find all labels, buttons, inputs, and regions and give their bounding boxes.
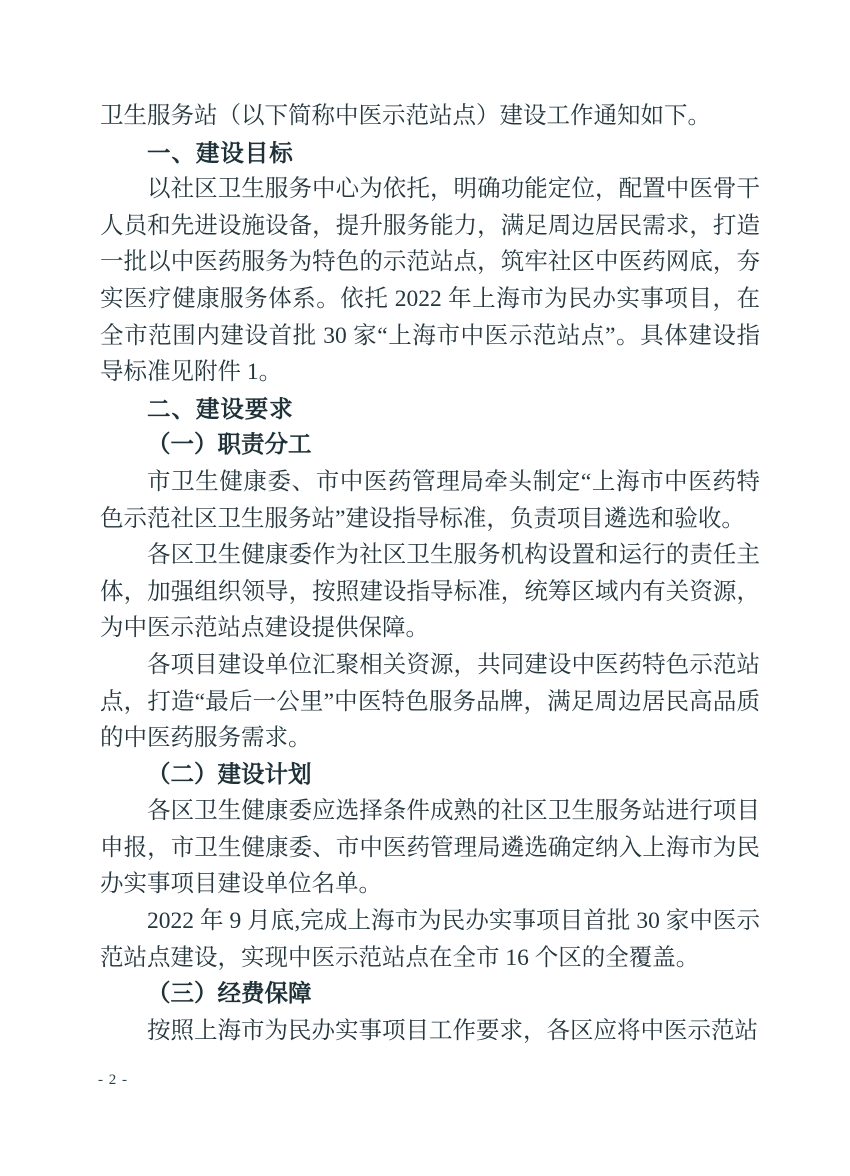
page-number: - 2 - [98, 1072, 128, 1088]
section-heading: 一、建设目标 [147, 139, 294, 166]
body-paragraph: 2022 年 9 月底,完成上海市为民办实事项目首批 30 家中医示范站点建设，实现中医示范站点在全市 16 个区的全覆盖。 [100, 908, 760, 971]
subsection-heading: （二）建设计划 [147, 761, 312, 788]
body-paragraph: 市卫生健康委、市中医药管理局牵头制定“上海市中医药特色示范社区卫生服务站”建设指导标准，负责项目遴选和验收。 [100, 468, 760, 532]
continuation-paragraph: 卫生服务站（以下简称中医示范站点）建设工作通知如下。 [100, 103, 711, 129]
body-paragraph: 按照上海市为民办实事项目工作要求，各区应将中医示范站 [147, 1017, 758, 1044]
body-paragraph: 各区卫生健康委作为社区卫生服务机构设置和运行的责任主体，加强组织领导，按照建设指导标准，统筹区域内有关资源，为中医示范站点建设提供保障。 [100, 542, 760, 642]
document-body [100, 98, 760, 1049]
subsection-heading: （三）经费保障 [147, 981, 312, 1008]
body-paragraph: 各区卫生健康委应选择条件成熟的社区卫生服务站进行项目申报，市卫生健康委、市中医药管理局遴选确定纳入上海市为民办实事项目建设单位名单。 [100, 798, 760, 898]
body-paragraph: 以社区卫生服务中心为依托，明确功能定位，配置中医骨干人员和先进设施设备，提升服务能力，满足周边居民需求，打造一批以中医药服务为特色的示范站点，筑牢社区中医药网底，夯实医疗健康服务体系。依托 2022 年上海市为民办实事项目，在全市范围内建设首批 30 家“上海市中医示范站点”。具体建设指导标准见附件 1。 [100, 176, 760, 386]
body-paragraph: 各项目建设单位汇聚相关资源，共同建设中医药特色示范站点，打造“最后一公里”中医特色服务品牌，满足周边居民高品质的中医药服务需求。 [100, 651, 760, 752]
subsection-heading: （一）职责分工 [147, 432, 312, 459]
section-heading: 二、建设要求 [147, 395, 294, 422]
